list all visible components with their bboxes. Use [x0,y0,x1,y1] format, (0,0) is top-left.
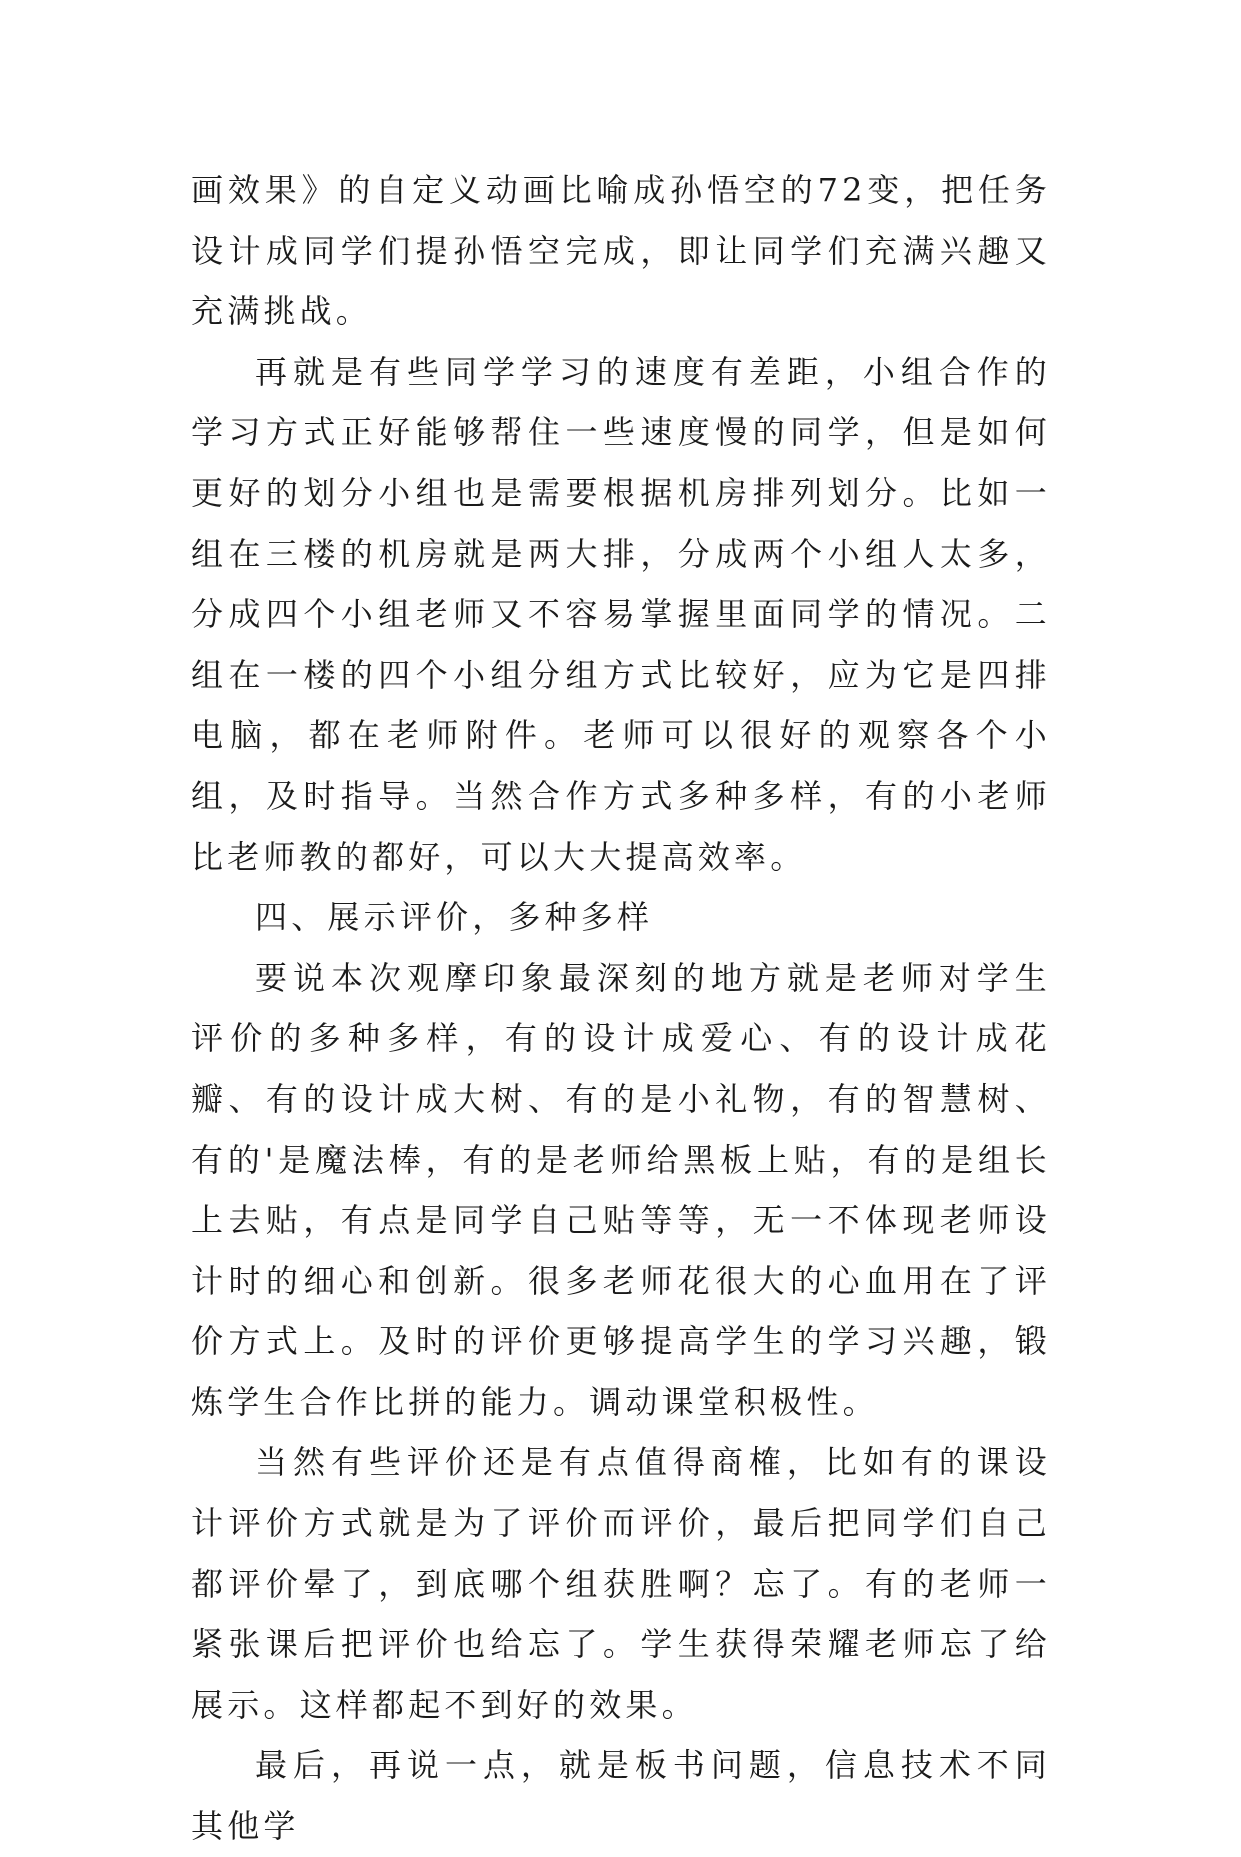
paragraph-continued: 画效果》的自定义动画比喻成孙悟空的72变，把任务设计成同学们提孙悟空完成，即让同学们充满兴趣又充满挑战。 [191,171,1051,331]
paragraph-blackboard: 最后，再说一点，就是板书问题，信息技术不同其他学 [191,1746,1051,1846]
section-heading-4: 四、展示评价，多种多样 [255,898,654,937]
body-text [191,160,1051,1857]
paragraph-group-cooperation: 再就是有些同学学习的速度有差距，小组合作的学习方式正好能够帮住一些速度慢的同学，但是如何更好的划分小组也是需要根据机房排列划分。比如一组在三楼的机房就是两大排，分成两个小组人太多，分成四个小组老师又不容易掌握里面同学的情况。二组在一楼的四个小组分组方式比较好，应为它是四排电脑，都在老师附件。老师可以很好的观察各个小组，及时指导。当然合作方式多种多样，有的小老师比老师教的都好，可以大大提高效率。 [191,352,1051,876]
paragraph-evaluation-issues: 当然有些评价还是有点值得商榷，比如有的课设计评价方式就是为了评价而评价，最后把同学们自己都评价晕了，到底哪个组获胜啊？忘了。有的老师一紧张课后把评价也给忘了。学生获得荣耀老师忘了给展示。这样都起不到好的效果。 [191,1443,1051,1724]
paragraph-evaluation-variety: 要说本次观摩印象最深刻的地方就是老师对学生评价的多种多样，有的设计成爱心、有的设计成花瓣、有的设计成大树、有的是小礼物，有的智慧树、有的'是魔法棒，有的是老师给黑板上贴，有的是组长上去贴，有点是同学自己贴等等，无一不体现老师设计时的细心和创新。很多老师花很大的心血用在了评价方式上。及时的评价更够提高学生的学习兴趣，锻炼学生合作比拼的能力。调动课堂积极性。 [191,958,1051,1421]
